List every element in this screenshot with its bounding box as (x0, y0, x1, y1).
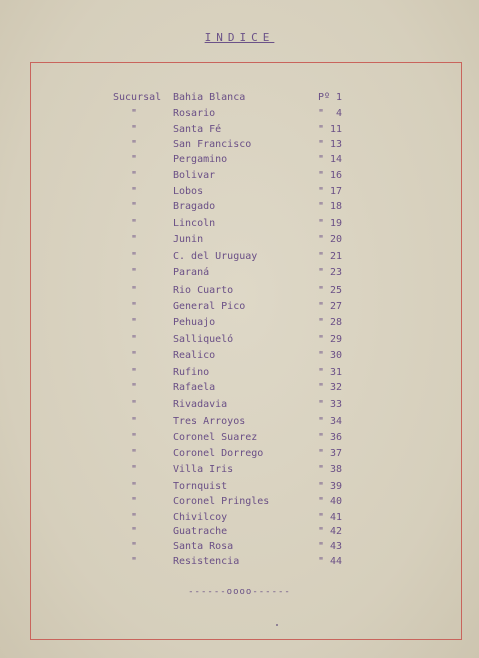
entry-branch-name: Realico (173, 350, 216, 361)
entry-branch-name: Villa Iris (173, 464, 234, 475)
entry-branch-name: Bolivar (173, 170, 216, 181)
entry-label: " (131, 218, 138, 229)
entry-label: " (131, 432, 138, 443)
entry-branch-name: Junin (173, 234, 204, 245)
entry-branch-name: Paraná (173, 267, 210, 278)
entry-page-number: " 36 (318, 432, 343, 443)
entry-label: " (131, 334, 138, 345)
entry-page-number: " 4 (318, 108, 343, 119)
entry-page-number: Pº 1 (318, 92, 343, 103)
entry-page-number: " 18 (318, 201, 343, 212)
entry-label: " (131, 139, 138, 150)
entry-branch-name: Rio Cuarto (173, 285, 234, 296)
entry-page-number: " 11 (318, 124, 343, 135)
entry-page-number: " 39 (318, 481, 343, 492)
entry-branch-name: C. del Uruguay (173, 251, 258, 262)
entry-label: " (131, 399, 138, 410)
entry-page-number: " 16 (318, 170, 343, 181)
index-entry (0, 447, 479, 461)
entry-branch-name: Lincoln (173, 218, 216, 229)
entry-label: Sucursal (113, 92, 162, 103)
entry-branch-name: Tres Arroyos (173, 416, 246, 427)
index-entry (0, 333, 479, 347)
index-entry (0, 200, 479, 214)
index-entry (0, 511, 479, 525)
entry-branch-name: Lobos (173, 186, 204, 197)
entry-page-number: " 32 (318, 382, 343, 393)
index-entry (0, 431, 479, 445)
separator-line: ------oooo------ (188, 587, 291, 597)
entry-label: " (131, 170, 138, 181)
index-entry (0, 185, 479, 199)
entry-branch-name: Rufino (173, 367, 210, 378)
entry-branch-name: Rivadavia (173, 399, 228, 410)
entry-page-number: " 43 (318, 541, 343, 552)
entry-branch-name: San Francisco (173, 139, 252, 150)
entry-label: " (131, 367, 138, 378)
entry-label: " (131, 541, 138, 552)
index-entry (0, 233, 479, 247)
index-entry (0, 540, 479, 554)
index-entry (0, 415, 479, 429)
entry-branch-name: Rosario (173, 108, 216, 119)
entry-branch-name: Santa Fé (173, 124, 222, 135)
index-entry (0, 266, 479, 280)
entry-page-number: " 33 (318, 399, 343, 410)
index-entry (0, 525, 479, 539)
entry-page-number: " 40 (318, 496, 343, 507)
entry-label: " (131, 481, 138, 492)
entry-branch-name: General Pico (173, 301, 246, 312)
entry-page-number: " 19 (318, 218, 343, 229)
entry-page-number: " 28 (318, 317, 343, 328)
entry-page-number: " 14 (318, 154, 343, 165)
index-entry (0, 91, 479, 105)
index-entry (0, 284, 479, 298)
index-entry (0, 555, 479, 569)
index-entry (0, 169, 479, 183)
index-entry (0, 300, 479, 314)
entry-page-number: " 25 (318, 285, 343, 296)
index-entry (0, 217, 479, 231)
entry-page-number: " 31 (318, 367, 343, 378)
entry-branch-name: Resistencia (173, 556, 240, 567)
entry-page-number: " 27 (318, 301, 343, 312)
entry-page-number: " 23 (318, 267, 343, 278)
entry-page-number: " 21 (318, 251, 343, 262)
entry-branch-name: Coronel Suarez (173, 432, 258, 443)
entry-branch-name: Tornquist (173, 481, 228, 492)
index-entry (0, 107, 479, 121)
entry-branch-name: Santa Rosa (173, 541, 234, 552)
entry-branch-name: Salliqueló (173, 334, 234, 345)
entry-branch-name: Chivilcoy (173, 512, 228, 523)
entry-label: " (131, 285, 138, 296)
index-entry (0, 366, 479, 380)
entry-page-number: " 20 (318, 234, 343, 245)
entry-page-number: " 34 (318, 416, 343, 427)
entry-label: " (131, 301, 138, 312)
index-entry (0, 250, 479, 264)
index-entry (0, 480, 479, 494)
entry-branch-name: Bragado (173, 201, 216, 212)
index-entry (0, 153, 479, 167)
entry-label: " (131, 201, 138, 212)
index-entry (0, 349, 479, 363)
entry-page-number: " 37 (318, 448, 343, 459)
entry-branch-name: Guatrache (173, 526, 228, 537)
entry-label: " (131, 496, 138, 507)
entry-label: " (131, 251, 138, 262)
entry-label: " (131, 416, 138, 427)
index-entry (0, 123, 479, 137)
index-entry (0, 316, 479, 330)
entry-label: " (131, 464, 138, 475)
entry-label: " (131, 186, 138, 197)
entry-page-number: " 13 (318, 139, 343, 150)
entry-label: " (131, 512, 138, 523)
entry-page-number: " 41 (318, 512, 343, 523)
entry-page-number: " 17 (318, 186, 343, 197)
entry-label: " (131, 154, 138, 165)
entry-branch-name: Rafaela (173, 382, 216, 393)
entry-page-number: " 29 (318, 334, 343, 345)
page-title: INDICE (204, 31, 275, 44)
entry-page-number: " 42 (318, 526, 343, 537)
index-entry (0, 495, 479, 509)
entry-label: " (131, 234, 138, 245)
entry-label: " (131, 382, 138, 393)
entry-label: " (131, 526, 138, 537)
ink-speck (276, 624, 278, 626)
index-entry (0, 463, 479, 477)
index-entry (0, 398, 479, 412)
index-entry (0, 381, 479, 395)
entry-label: " (131, 350, 138, 361)
entry-label: " (131, 448, 138, 459)
entry-branch-name: Coronel Dorrego (173, 448, 264, 459)
entry-branch-name: Pergamino (173, 154, 228, 165)
entry-label: " (131, 556, 138, 567)
entry-label: " (131, 267, 138, 278)
entry-branch-name: Pehuajo (173, 317, 216, 328)
entry-branch-name: Bahia Blanca (173, 92, 246, 103)
entry-page-number: " 30 (318, 350, 343, 361)
entry-label: " (131, 124, 138, 135)
index-entry (0, 138, 479, 152)
entry-page-number: " 38 (318, 464, 343, 475)
entry-page-number: " 44 (318, 556, 343, 567)
entry-branch-name: Coronel Pringles (173, 496, 270, 507)
entry-label: " (131, 108, 138, 119)
entry-label: " (131, 317, 138, 328)
